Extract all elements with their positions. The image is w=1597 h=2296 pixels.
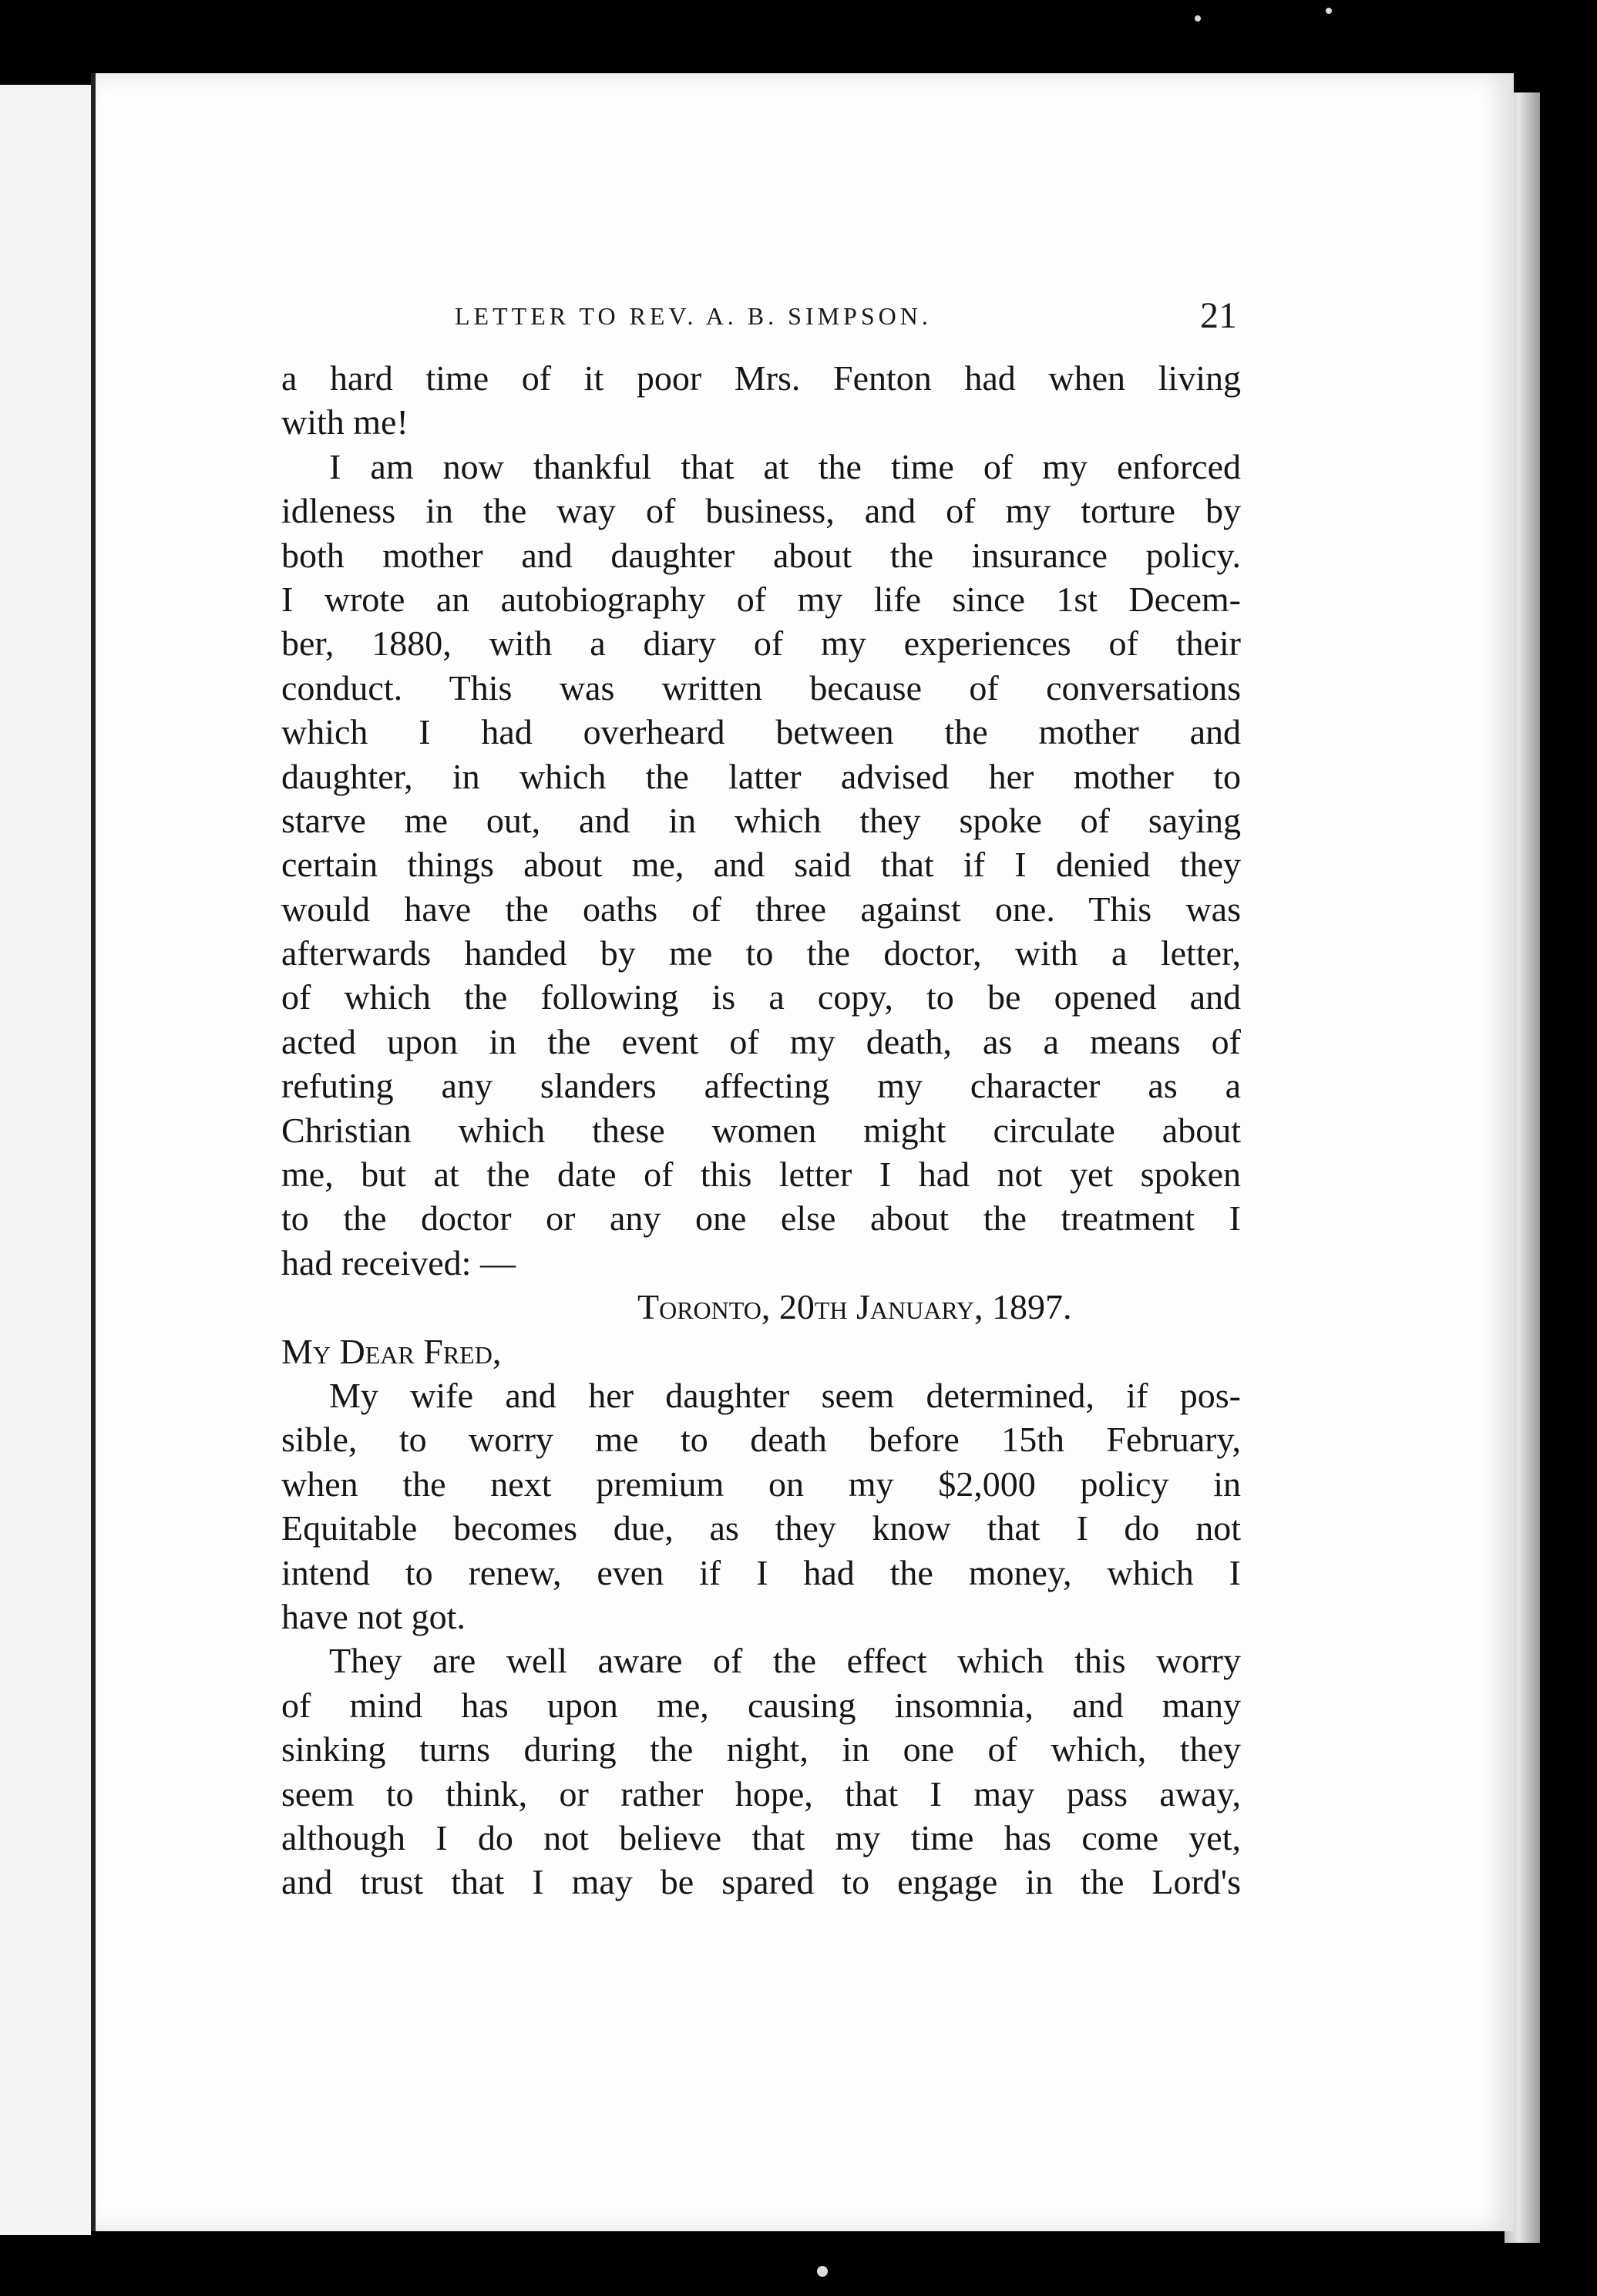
text-line: They are well aware of the effect which this worry bbox=[329, 1641, 1241, 1681]
text-line: to the doctor or any one else about the treatment I bbox=[281, 1198, 1241, 1239]
text-line: conduct. This was written because of conversations bbox=[281, 667, 1241, 708]
text-line: and trust that I may be spared to engage in the Lord's bbox=[281, 1862, 1241, 1902]
text-line: of which the following is a copy, to be opened and bbox=[281, 977, 1241, 1017]
text-line: intend to renew, even if I had the money, which I bbox=[281, 1552, 1241, 1592]
text-line: I am now thankful that at the time of my enforced bbox=[329, 446, 1241, 486]
text-line: me, but at the date of this letter I had not yet spoken bbox=[281, 1155, 1241, 1195]
dust-speck bbox=[1326, 8, 1332, 14]
text-line: ber, 1880, with a diary of my experiences of their bbox=[281, 624, 1241, 664]
facing-page-edge bbox=[0, 85, 91, 2235]
text-line: starve me out, and in which they spoke of saying bbox=[281, 800, 1241, 840]
text-line: seem to think, or rather hope, that I may pass away, bbox=[281, 1773, 1241, 1814]
text-line: certain things about me, and said that if I denied they bbox=[281, 845, 1241, 885]
text-line: refuting any slanders affecting my character as a bbox=[281, 1066, 1241, 1106]
text-line: a hard time of it poor Mrs. Fenton had when living bbox=[281, 358, 1241, 398]
text-line: both mother and daughter about the insurance policy. bbox=[281, 535, 1241, 575]
letter-salutation: My Dear Fred, bbox=[281, 1331, 502, 1371]
text-line: when the next premium on my $2,000 policy in bbox=[281, 1464, 1241, 1504]
running-head: LETTER TO REV. A. B. SIMPSON. bbox=[455, 302, 932, 330]
text-line: idleness in the way of business, and of my torture by bbox=[281, 491, 1241, 531]
text-line: although I do not believe that my time has come yet, bbox=[281, 1817, 1241, 1857]
text-line: daughter, in which the latter advised her mother to bbox=[281, 756, 1241, 796]
dust-speck bbox=[817, 2266, 828, 2277]
text-line: which I had overheard between the mother and bbox=[281, 712, 1241, 752]
text-line: had received: — bbox=[281, 1242, 516, 1282]
text-line: My wife and her daughter seem determined, if pos- bbox=[329, 1375, 1241, 1415]
text-line: sinking turns during the night, in one of which, they bbox=[281, 1730, 1241, 1770]
text-line: Equitable becomes due, as they know that I do not bbox=[281, 1508, 1241, 1548]
text-line: have not got. bbox=[281, 1596, 466, 1636]
text-line: sible, to worry me to death before 15th February, bbox=[281, 1420, 1241, 1460]
text-line: Christian which these women might circulate about bbox=[281, 1110, 1241, 1150]
letter-dateline: Toronto, 20th January, 1897. bbox=[637, 1287, 1072, 1327]
page-number: 21 bbox=[1200, 295, 1237, 336]
dust-speck bbox=[1195, 15, 1201, 22]
text-line: afterwards handed by me to the doctor, with a letter, bbox=[281, 933, 1241, 973]
body-text bbox=[281, 356, 1241, 1904]
page-header bbox=[455, 294, 1237, 341]
text-line: would have the oaths of three against one. This was bbox=[281, 889, 1241, 929]
text-line: of mind has upon me, causing insomnia, and many bbox=[281, 1685, 1241, 1725]
text-line: with me! bbox=[281, 402, 408, 442]
text-line: acted upon in the event of my death, as a means of bbox=[281, 1021, 1241, 1061]
text-line: I wrote an autobiography of my life since 1st Decem- bbox=[281, 579, 1241, 619]
